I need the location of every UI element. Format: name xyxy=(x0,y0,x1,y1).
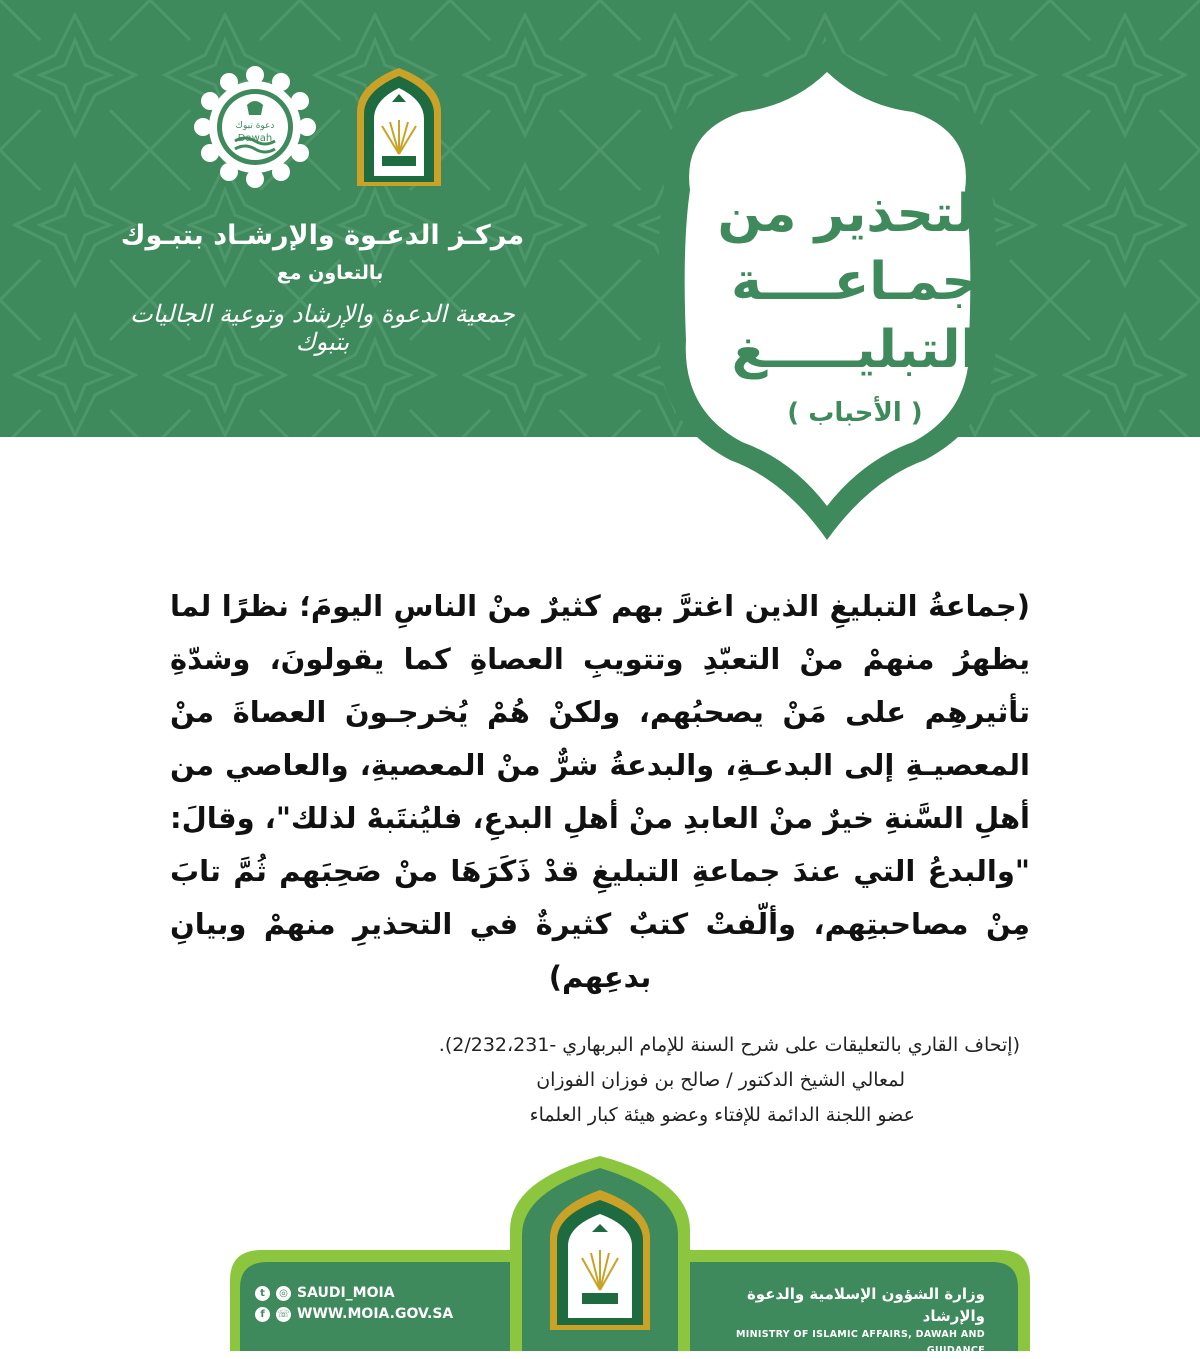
moia-emblem-icon xyxy=(352,64,447,189)
quote-text: (جماعةُ التبليغِ الذين اغترَّ بهم كثيرٌ منْ الناسِ اليومَ؛ نظرًا لما يظهرُ منهمْ منْ التعبّدِ وتتويبِ العصاةِ كما يقولونَ، وشدّةِ تأثيرهِم على مَنْ يصحبُهم، ولكنْ هُمْ يُخرجـونَ العصاةَ منْ المعصيـةِ إلى البدعـةِ، والبدعةُ شرٌّ منْ المعصيةِ، والعاصي من أهلِ السَّنةِ خيرٌ منْ العابدِ منْ أهلِ البدعِ، فليُنتَبهْ لذلك"، وقالَ: "والبدعُ التي عندَ جماعةِ التبليغِ قدْ ذَكَرَهَا منْ صَحِبَهم ثُمَّ تابَ مِنْ مصاحبتِهم، وألّفتْ كتبٌ كثيرةٌ في التحذيرِ منهمْ وبيانِ بدعِهم) xyxy=(170,589,1030,994)
facebook-icon[interactable]: f xyxy=(255,1307,270,1322)
website-link[interactable]: WWW.MOIA.GOV.SA xyxy=(297,1306,454,1322)
center-name: مركـز الدعـوة والإرشـاد بتبـوك xyxy=(120,220,525,251)
ministry-name-en: MINISTRY OF ISLAMIC AFFAIRS, DAWAH AND GUIDANCE xyxy=(736,1329,985,1356)
title-line-1: التحذير من xyxy=(717,184,993,244)
phone-icon[interactable]: ☏ xyxy=(277,1309,290,1320)
header-banner xyxy=(0,0,1200,437)
logo-area xyxy=(190,62,460,192)
title-block xyxy=(705,180,1005,428)
cooperation-label: بالتعاون مع xyxy=(276,262,384,284)
ministry-name-ar: وزارة الشؤون الإسلامية والدعوة والإرشاد xyxy=(746,1285,985,1325)
references xyxy=(200,1028,1020,1133)
dawah-logo-en: Dawah xyxy=(237,133,273,144)
ministry-name xyxy=(700,1283,985,1359)
title-subtitle: ( الأحباب ) xyxy=(787,398,923,428)
reference-position: عضو اللجنة الدائمة للإفتاء وعضو هيئة كبار العلماء xyxy=(529,1104,915,1126)
moia-emblem-icon-footer xyxy=(550,1190,650,1330)
footer-shape xyxy=(0,1150,1200,1351)
title-line-3: التبليـــــغ xyxy=(731,320,979,380)
title-line-2: جمـاعــــة xyxy=(731,252,979,312)
twitter-icon[interactable]: t xyxy=(255,1286,270,1301)
social-handle[interactable]: SAUDI_MOIA xyxy=(297,1285,395,1301)
social-links xyxy=(255,1283,453,1325)
reference-source: (إتحاف القاري بالتعليقات على شرح السنة للإمام البربهاري -2/232،231). xyxy=(438,1034,1020,1056)
footer xyxy=(0,1150,1200,1351)
dawah-logo-ar: دعوة تبوك xyxy=(235,121,275,131)
reference-author: لمعالي الشيخ الدكتور / صالح بن فوزان الفوزان xyxy=(536,1069,905,1091)
geometric-pattern xyxy=(0,0,1200,437)
society-name: جمعية الدعوة والإرشاد وتوعية الجاليات بتبوك xyxy=(130,300,515,356)
instagram-icon[interactable]: ◎ xyxy=(276,1286,291,1301)
